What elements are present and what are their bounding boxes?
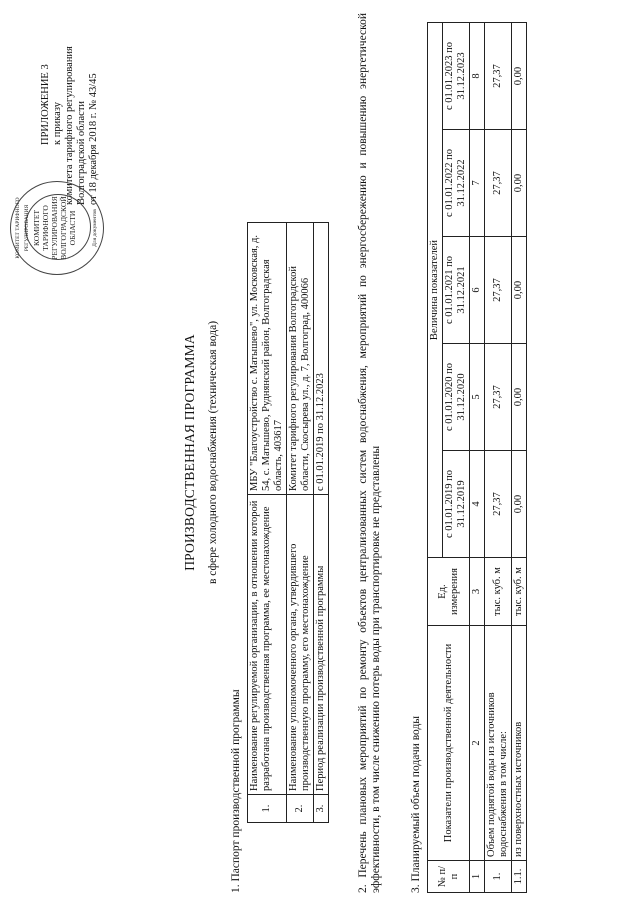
colnum: 4 [470, 451, 485, 558]
row-value: 0,00 [512, 237, 527, 344]
stamp-ring-text: КОМИТЕТ ТАРИФНОГО РЕГУЛИРОВАНИЯ [15, 197, 30, 259]
row-value: 0,00 [512, 23, 527, 130]
passport-label: Период реализации производственной программы [314, 495, 329, 795]
table-row [248, 223, 287, 823]
stamp-bottom-text: Для документов [92, 209, 98, 247]
stamp-center-2: ТАРИФНОГО [41, 205, 50, 251]
colnum: 6 [470, 237, 485, 344]
appendix-line3: комитета тарифного регулирования [64, 46, 75, 205]
row-unit: тыс. куб. м [485, 558, 512, 626]
appendix-line2: к приказу [52, 102, 63, 145]
water-volume-table [427, 22, 527, 893]
header-period: с 01.01.2021 по 31.12.2021 [443, 237, 470, 344]
row-value: 27,37 [485, 130, 512, 237]
appendix-line4: Волгоградской области [76, 100, 87, 205]
row-label: из поверхностных источников [512, 626, 527, 861]
passport-value: с 01.01.2019 по 31.12.2023 [314, 223, 329, 495]
row-value: 0,00 [512, 344, 527, 451]
passport-value: МБУ "Благоустройство с. Матышево", ул. Московская, д. 54, с. Матышево, Руднянский район, Волгоградская область, 403617 [248, 223, 287, 495]
colnum: 2 [470, 626, 485, 861]
appendix-line5: от 18 декабря 2018 г. № 43/45 [88, 73, 99, 205]
header-period: с 01.01.2022 по 31.12.2022 [443, 130, 470, 237]
header-period: с 01.01.2020 по 31.12.2020 [443, 344, 470, 451]
page-title: ПРОИЗВОДСТВЕННАЯ ПРОГРАММА [182, 334, 197, 571]
table-row [485, 23, 512, 893]
header-values: Величина показателей [428, 23, 443, 558]
section3-title: 3. Планируемый объем подачи воды [410, 715, 422, 893]
passport-label: Наименование регулируемой организации, в отношении которой разработана производственная программа, ее местонахождение [248, 495, 287, 795]
passport-num: 1. [248, 795, 287, 823]
official-stamp [10, 181, 104, 275]
header-num: № п/п [428, 861, 470, 893]
row-value: 27,37 [485, 344, 512, 451]
colnum: 3 [470, 558, 485, 626]
colnum: 8 [470, 23, 485, 130]
colnum: 5 [470, 344, 485, 451]
passport-value: Комитет тарифного регулирования Волгоградской области, Скосырева ул., д. 7, Волгоград, 400066 [287, 223, 314, 495]
table-row [512, 23, 527, 893]
table-row [287, 223, 314, 823]
passport-num: 2. [287, 795, 314, 823]
row-value: 27,37 [485, 237, 512, 344]
table-row [314, 223, 329, 823]
row-value: 0,00 [512, 451, 527, 558]
row-unit: тыс. куб. м [512, 558, 527, 626]
passport-num: 3. [314, 795, 329, 823]
colnum: 7 [470, 130, 485, 237]
row-label: Объем поднятой воды из источников водоснабжения в том числе: [485, 626, 512, 861]
header-unit: Ед. измерения [428, 558, 470, 626]
appendix-block [40, 10, 100, 205]
row-value: 27,37 [485, 451, 512, 558]
table-header-row [428, 23, 443, 893]
appendix-line1: ПРИЛОЖЕНИЕ 3 [40, 64, 51, 145]
stamp-center-3: РЕГУЛИРОВАНИЯ [50, 196, 59, 260]
header-period: с 01.01.2023 по 31.12.2023 [443, 23, 470, 130]
passport-label: Наименование уполномоченного органа, утвердившего производственную программу, его местонахождение [287, 495, 314, 795]
stamp-center-5: ОБЛАСТИ [68, 210, 77, 246]
stamp-center-1: КОМИТЕТ [32, 209, 41, 247]
row-value: 27,37 [485, 23, 512, 130]
row-num: 1.1. [512, 861, 527, 893]
section1-title: 1. Паспорт производственной программы [230, 689, 242, 893]
row-value: 0,00 [512, 130, 527, 237]
passport-table [247, 222, 329, 823]
page-subtitle: в сфере холодного водоснабжения (техническая вода) [207, 320, 219, 585]
colnum: 1 [470, 861, 485, 893]
header-indicator: Показатели производственной деятельности [428, 626, 470, 861]
section2-text: 2. Перечень плановых мероприятий по ремонту объектов централизованных систем водоснабжения, мероприятий по энергосбережению и повышению энергетической эффективности, в том числе снижению потерь воды при транспортировке не представлены [357, 13, 382, 893]
table-colnum-row [470, 23, 485, 893]
stamp-center-4: ВОЛГОГРАДСКОЙ [59, 196, 68, 260]
row-num: 1. [485, 861, 512, 893]
header-period: с 01.01.2019 по 31.12.2019 [443, 451, 470, 558]
